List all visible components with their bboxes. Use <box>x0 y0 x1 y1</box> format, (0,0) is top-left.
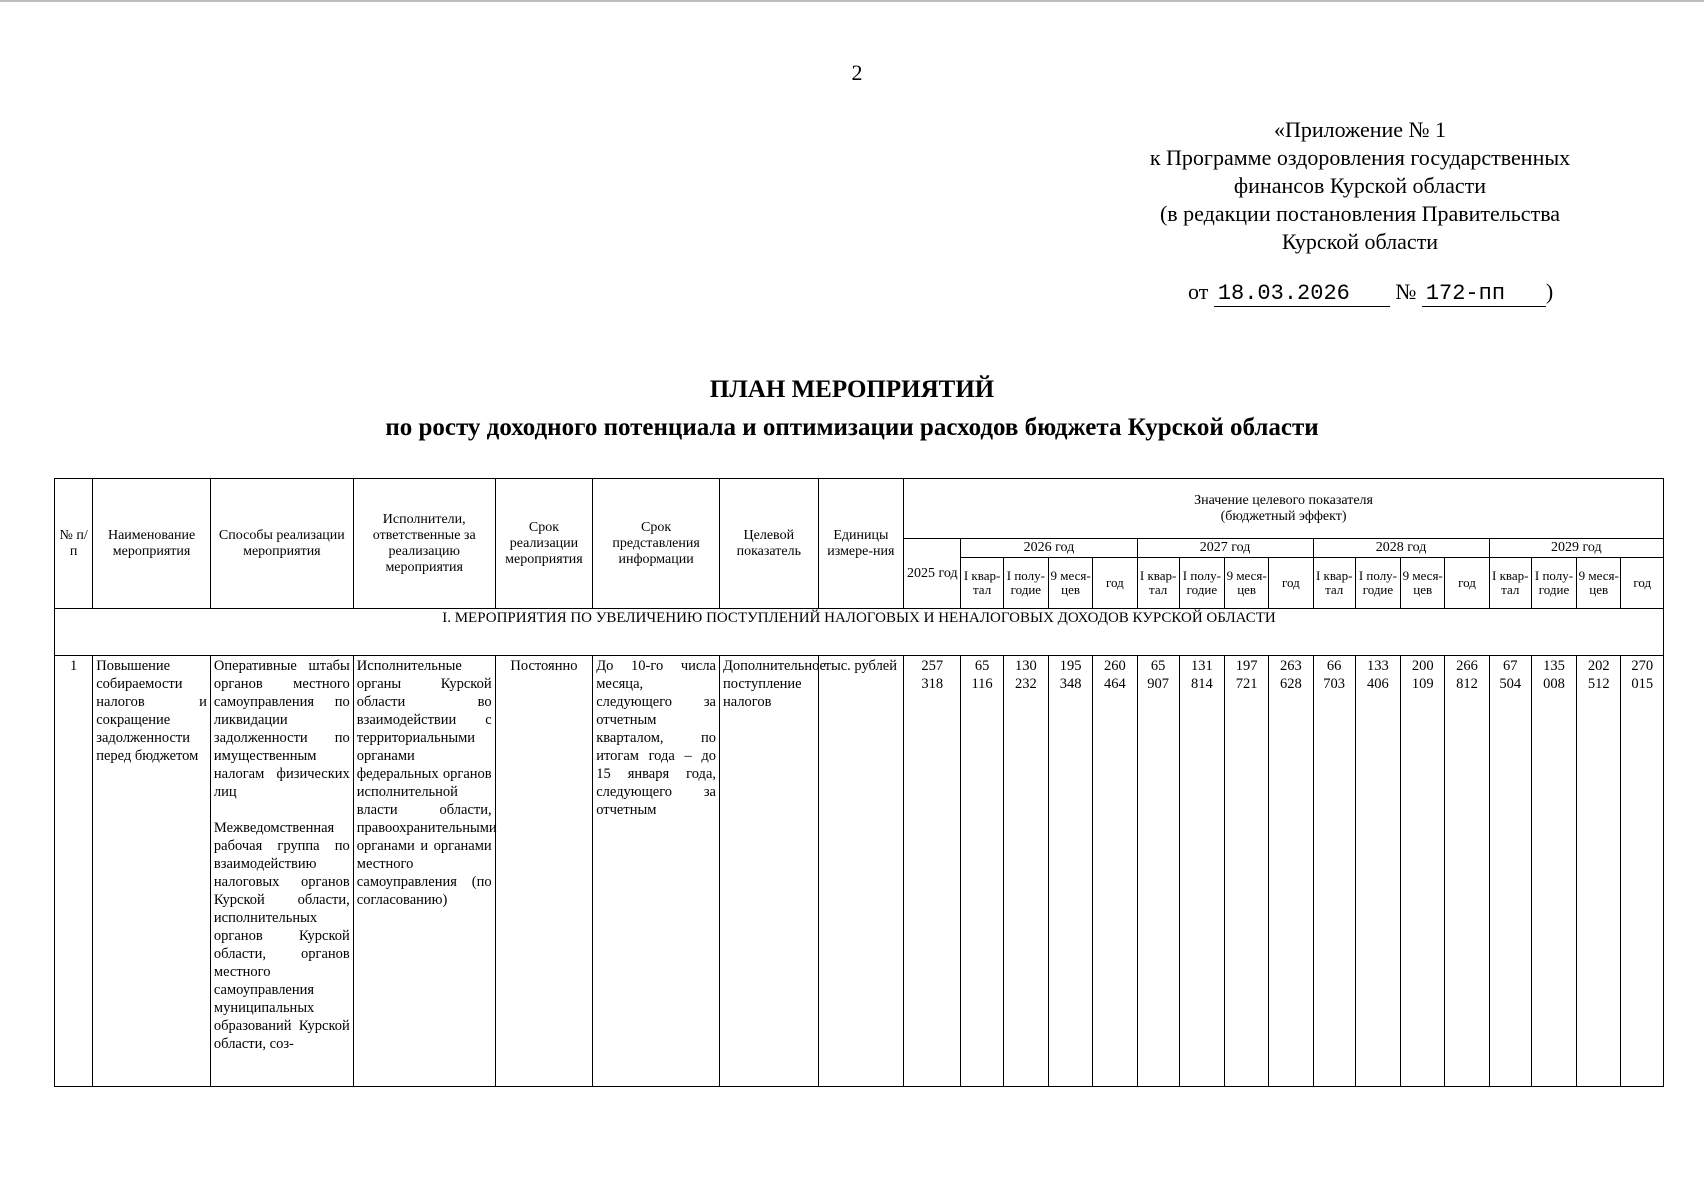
value-2025 <box>904 656 961 1087</box>
header-methods: Способы реализации мероприятия <box>210 479 353 609</box>
header-name: Наименование мероприятия <box>93 479 211 609</box>
row-units: тыс. рублей <box>818 656 904 1087</box>
value-part: 812 <box>1456 676 1478 692</box>
value-2029-year <box>1621 656 1664 1087</box>
row-methods-1: Оперативные штабы органов местного самоуправления по ликвидации задолженности по имущественным налогам физических лиц <box>213 658 350 800</box>
value-part: 464 <box>1103 676 1126 692</box>
value-2029-q1 <box>1489 656 1531 1087</box>
header-period-9m: 9 меся-цев <box>1401 558 1445 609</box>
value-part: 008 <box>1543 676 1565 692</box>
header-period-q1: I квар-тал <box>1313 558 1355 609</box>
value-part: 318 <box>921 676 944 692</box>
value-2026-year <box>1093 656 1137 1087</box>
top-edge-line <box>0 0 1704 2</box>
spacer <box>214 801 350 819</box>
section-title: I. МЕРОПРИЯТИЯ ПО УВЕЛИЧЕНИЮ ПОСТУПЛЕНИЙ НАЛОГОВЫХ И НЕНАЛОГОВЫХ ДОХОДОВ КУРСКОЙ ОБЛАСТИ <box>55 609 1664 656</box>
value-2029-h1 <box>1531 656 1576 1087</box>
value-part: 65 <box>1150 658 1166 674</box>
resolution-reference <box>1188 279 1553 307</box>
value-part: 266 <box>1456 658 1478 674</box>
value-2027-year <box>1269 656 1313 1087</box>
value-2026-h1 <box>1003 656 1048 1087</box>
appendix-line-4: (в редакции постановления Правительства <box>1159 201 1561 226</box>
appendix-line-1: «Приложение № 1 <box>1273 117 1447 142</box>
section-row <box>55 609 1664 656</box>
value-part: 232 <box>1014 676 1037 692</box>
header-period-h1: I полу-годие <box>1003 558 1048 609</box>
row-executors: Исполнительные органы Курской области во взаимодействии с территориальными органами федеральных органов исполнительной власти области, правоохранительными органами и органами местного самоуправления (по согласованию) <box>353 656 495 1087</box>
row-methods <box>210 656 353 1087</box>
plan-table <box>54 478 1664 1087</box>
value-part: 131 <box>1191 658 1213 674</box>
header-period-year: год <box>1269 558 1313 609</box>
document-title: ПЛАН МЕРОПРИЯТИЙ <box>709 376 995 403</box>
resolution-number: 172-пп <box>1422 282 1546 307</box>
value-part: 65 <box>974 658 990 674</box>
closing-paren: ) <box>1545 279 1554 304</box>
header-executors: Исполнители, ответственные за реализацию мероприятия <box>353 479 495 609</box>
header-year-2026: 2026 год <box>961 539 1137 558</box>
value-2026-q1 <box>961 656 1003 1087</box>
appendix-header <box>1090 116 1630 256</box>
row-name: Повышение собираемости налогов и сокращение задолженности перед бюджетом <box>93 656 211 1087</box>
value-part: 703 <box>1323 676 1346 692</box>
value-2026-9m <box>1048 656 1092 1087</box>
header-units: Единицы измере-ния <box>818 479 904 609</box>
value-part: 504 <box>1499 676 1522 692</box>
value-2027-h1 <box>1179 656 1224 1087</box>
value-part: 133 <box>1367 658 1389 674</box>
value-part: 907 <box>1147 676 1169 692</box>
value-part: 202 <box>1587 658 1610 674</box>
value-part: 195 <box>1059 658 1082 674</box>
value-part: 109 <box>1411 676 1434 692</box>
value-part: 406 <box>1367 676 1389 692</box>
value-part: 270 <box>1631 658 1654 674</box>
header-period-q1: I квар-тал <box>1137 558 1179 609</box>
row-report-term: До 10-го числа месяца, следующего за отчетным кварталом, по итогам года – до 15 января года, следующего за отчетным <box>593 656 720 1087</box>
appendix-line-2: к Программе оздоровления государственных <box>1149 145 1571 170</box>
row-num: 1 <box>55 656 93 1087</box>
header-period-9m: 9 меся-цев <box>1225 558 1269 609</box>
value-part: 67 <box>1502 658 1518 674</box>
value-part: 348 <box>1059 676 1082 692</box>
value-part: 257 <box>921 658 944 674</box>
header-period-h1: I полу-годие <box>1179 558 1224 609</box>
value-part: 116 <box>971 676 993 692</box>
value-part: 130 <box>1014 658 1037 674</box>
value-part: 814 <box>1191 676 1213 692</box>
value-part: 260 <box>1103 658 1126 674</box>
header-period-q1: I квар-тал <box>1489 558 1531 609</box>
value-2027-9m <box>1225 656 1269 1087</box>
header-num: № п/п <box>55 479 93 609</box>
header-year-2029: 2029 год <box>1489 539 1663 558</box>
value-part: 628 <box>1280 676 1302 692</box>
row-term: Постоянно <box>495 656 593 1087</box>
table-row <box>55 656 1664 1087</box>
header-target-value <box>904 479 1664 539</box>
row-methods-2: Межведомственная рабочая группа по взаимодействию налоговых органов Курской области, исполнительных органов Курской области, органов местного самоуправления муниципальных образований Курской области, соз- <box>213 820 350 1052</box>
value-part: 200 <box>1411 658 1434 674</box>
header-period-h1: I полу-годие <box>1531 558 1576 609</box>
header-period-year: год <box>1093 558 1137 609</box>
value-part: 135 <box>1543 658 1565 674</box>
document-subtitle: по росту доходного потенциала и оптимизации расходов бюджета Курской области <box>385 414 1319 441</box>
header-period-h1: I полу-годие <box>1355 558 1400 609</box>
value-part: 263 <box>1280 658 1302 674</box>
header-target-value-sub: (бюджетный эффект) <box>1220 508 1347 524</box>
from-label: от <box>1188 279 1209 304</box>
header-period-9m: 9 меся-цев <box>1577 558 1621 609</box>
value-2028-year <box>1445 656 1489 1087</box>
value-2028-h1 <box>1355 656 1400 1087</box>
value-part: 015 <box>1631 676 1654 692</box>
header-year-2027: 2027 год <box>1137 539 1313 558</box>
value-2028-q1 <box>1313 656 1355 1087</box>
header-term: Срок реализации мероприятия <box>495 479 593 609</box>
value-2029-9m <box>1577 656 1621 1087</box>
value-part: 197 <box>1235 658 1258 674</box>
value-part: 721 <box>1235 676 1258 692</box>
page-number: 2 <box>851 60 863 85</box>
row-indicator: Дополнительное поступление налогов <box>720 656 819 1087</box>
resolution-date: 18.03.2026 <box>1214 282 1390 307</box>
header-indicator: Целевой показатель <box>720 479 819 609</box>
header-period-year: год <box>1621 558 1664 609</box>
appendix-line-5: Курской области <box>1281 229 1439 254</box>
header-target-value-label: Значение целевого показателя <box>1194 492 1373 508</box>
value-part: 512 <box>1587 676 1610 692</box>
appendix-line-3: финансов Курской области <box>1233 173 1487 198</box>
header-year-2028: 2028 год <box>1313 539 1489 558</box>
header-period-q1: I квар-тал <box>961 558 1003 609</box>
header-report-term: Срок представления информации <box>593 479 720 609</box>
header-period-year: год <box>1445 558 1489 609</box>
value-part: 66 <box>1326 658 1342 674</box>
value-2027-q1 <box>1137 656 1179 1087</box>
header-year-2025: 2025 год <box>904 539 961 609</box>
header-period-9m: 9 меся-цев <box>1048 558 1092 609</box>
value-2028-9m <box>1401 656 1445 1087</box>
number-label: № <box>1395 279 1417 304</box>
